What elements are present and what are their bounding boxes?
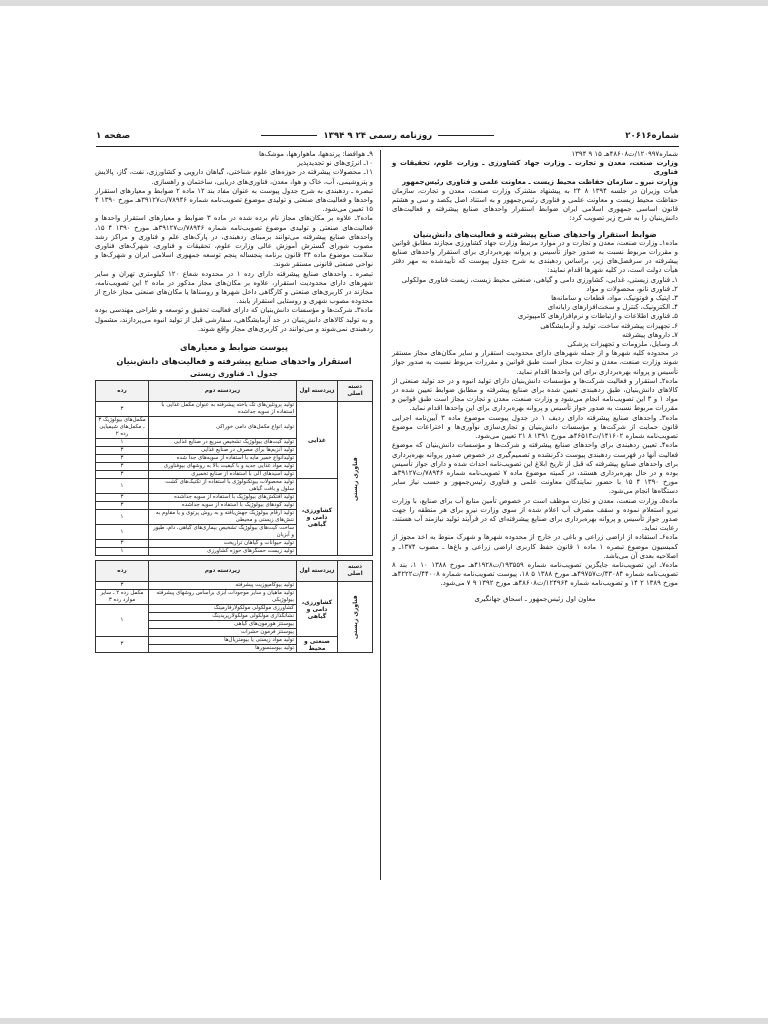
- list-item: ۱۰ـ انرژی‌های نو تجدیدپذیر: [297, 159, 373, 168]
- article-7: ماده۷ـ این تصویب‌نامه جایگزین تصویب‌نامه شماره ۱۹۳۵۵۹/ت۴۱۹۲۸هـ مورخ ۱۳۸۸ ۱۰ ۱، بند ۸ تصویب‌نامه شماره ۴۳۰۸۴/ت۴۹۷۵۷هـ مورخ ۱۳۸۸ ۵ ۱۸، پیوست تصویب‌نامه شماره ۴۴۰۰۸/ت۴۲۲۲هـ مورخ ۱۳۸۹ ۲ ۱۴ و تصویب‌نامه شماره ۱۲۴۹۶۴/ت۴۸۶۰۸هـ مورخ ۱۳۹۲ ۹ ۷ می‌شود.: [392, 560, 679, 588]
- item-cell: تولید آنزیم‌ها برای مصرف در صنایع غذایی: [149, 447, 297, 455]
- table-row: [96, 582, 373, 590]
- item-cell: کشاورزی مولکولی مولکولارفارمینگ: [149, 605, 297, 613]
- list-item: ۸ـ وسایل، ملزومات و تجهیزات پزشکی: [567, 340, 678, 349]
- item-cell: تولید پروتئین‌های تک یاخته پیشرفته به عنوان مکمل غذایی با استفاده از سویه جداشده: [149, 402, 297, 417]
- article-3: ماده۳ـ واحدهای صنایع پیشرفته دارای ردیف ۱ در جدول پیوست موضوع ماده ۳ آیین‌نامه اجرایی قانون حمایت از شرکت‌ها و مؤسسات دانش‌بنیان و تجاری‌سازی نوآوری‌ها و اختراعات موضوع تصویب‌نامه شماره ۱۴۱۶۰۲/ت۴۶۵۱۳هـ مورخ ۱۳۹۱ ۸ ۲۱ تعیین می‌شود.: [392, 413, 678, 441]
- item-cell: تولید حیوانات و گیاهان تراریخت: [149, 540, 297, 548]
- item-cell: نشانگذاری مولکولی مولکولارپریدینگ: [149, 613, 297, 621]
- table-biotech-1: [95, 380, 373, 556]
- col-header-main: دسته اصلی: [338, 561, 373, 582]
- rank-cell: ۳: [96, 540, 149, 548]
- item-cell: تولید محصولات بیوتکنولوژی با استفاده از تکنیک‌های کشت سلول و بافت گیاهی: [149, 479, 297, 494]
- col-header-sub1: زیردسته اول: [297, 381, 338, 402]
- item-cell: تولید کیت‌های بیولوژیک تشخیص سریع در صنایع غذایی: [149, 439, 297, 447]
- column-divider: [380, 150, 381, 880]
- note-2: تبصره ـ واحدهای صنایع پیشرفته دارای رده ۱ در محدوده شعاع ۱۲۰ کیلومتری تهران و سایر شهرهای دارای محدودیت استقرار، علاوه بر مکان‌های مجاز مذکور در ماده ۲ این تصویب‌نامه، مجازند در کاربری‌های صنعتی و کارگاهی داخل شهرها و روستاها یا مکان‌های صنعتی مجاز خارج از محدوده مصوب شهری و روستایی استقرار یابند.: [95, 269, 374, 306]
- signature: معاون اول رئیس‌جمهور ـ اسحاق جهانگیری: [474, 594, 596, 603]
- rank-cell: ۳: [96, 502, 149, 510]
- subcategory-agri-cell: کشاورزی، دامی و گیاهی: [297, 582, 338, 637]
- scan-edge-top: [0, 0, 768, 6]
- annex-title: پیوست ضوابط و معیارهای: [179, 342, 289, 353]
- rank-cell: ۳: [96, 447, 149, 455]
- item-cell: تولید آفتکش‌های بیولوژیک با استفاده از سویه جداشده: [149, 494, 297, 502]
- page-number: صفحه ۱: [96, 131, 131, 141]
- list-item: ۷ـ داروهای پیشرفته: [622, 330, 678, 339]
- rank-cell: ۱: [96, 510, 149, 525]
- item-cell: تولید بیوکامپوزیت پیشرفته: [149, 582, 297, 590]
- rank-cell: ۳: [96, 637, 149, 653]
- addressees-line-1: وزارت صنعت، معدن و تجارت ـ وزارت جهاد کشاورزی ـ وزارت علوم، تحقیقات و فناوری: [392, 159, 678, 177]
- rank-cell: ۱: [96, 605, 149, 637]
- addressees-line-2: وزارت نیرو ـ سازمان حفاظت محیط زیست ـ معاونت علمی و فناوری رئیس‌جمهور: [402, 177, 678, 186]
- list-item: ۵ـ فناوری اطلاعات و ارتباطات و نرم‌افزارهای کامپیوتری: [517, 312, 678, 321]
- article-5: ماده۵ـ وزارت صنعت، معدن و تجارت موظف است در خصوص تأمین منابع آب برای صنایع، با وزارت نیرو استعلام نموده و سقف مصرف آب اعلام شده از سوی وزارت نیرو برای هر منطقه را جهت صدور جواز تأسیس و پروانه بهره‌برداری برای صنایع پیشرفته‌ای که در فرآیند تولید نیازمند آب هستند، رعایت نماید.: [392, 496, 678, 533]
- scan-edge-bottom: [0, 1018, 768, 1024]
- table-header-row: [96, 381, 373, 402]
- gazette-title: روزنامه رسمی ۲۴ ۹ ۱۳۹۴: [255, 131, 500, 141]
- article-2b: ماده۲ـ علاوه بر مکان‌های مجاز نام برده شده در ماده ۳ ضوابط و معیارهای استقرار واحدها و فعالیت‌های صنعتی و تولیدی موضوع تصویب‌نامه شماره ۷۸۹۴۶/ت۳۹۱۲۷هـ مورخ ۱۳۹۰ ۴ ۱۵، واحدهای صنایع پیشرفته می‌توانند برمبنای ردهبندی، در پارک‌های علم و فناوری و مراکز رشد مصوب شورای گسترش آموزش عالی وزارت علوم، تحقیقات و فناوری، شهرک‌های فناوری سلامت موضوع ماده ۳۴ قانون برنامه پنجساله پنجم توسعه جمهوری اسلامی ایران و شهرک‌ها و نواحی صنعتی قانونی مستقر شوند.: [95, 214, 373, 269]
- col-header-main: دسته اصلی: [338, 381, 373, 402]
- rank-cell: ۳: [96, 463, 149, 471]
- col-header-sub2: زیردسته دوم: [149, 381, 297, 402]
- subcategory-agri-cell: کشاورزی، دامی و گیاهی: [297, 479, 338, 556]
- item-cell: تولید بیوسنسورها: [149, 645, 297, 653]
- item-cell: بیوسنتز هورمون‌های گیاهی: [149, 621, 297, 629]
- list-item: ۱ـ فناوری زیستی، غذایی، کشاورزی دامی و گیاهی، صنعتی محیط زیست، زیست فناوری مولکولی: [401, 275, 678, 284]
- rank-cell: ۳: [96, 402, 149, 417]
- issue-number: شماره۲۰۶۱۶: [625, 131, 679, 141]
- item-cell: تولید انواع مکمل‌های دامی خوراکی: [149, 417, 297, 439]
- col-header-rank: رده: [96, 381, 149, 402]
- table-row: [96, 402, 373, 417]
- col-header-sub1: زیردسته اول: [297, 561, 338, 582]
- subcategory-food-cell: غذایی: [297, 402, 338, 479]
- table-title: جدول ۱ـ فناوری زیستی: [190, 369, 278, 379]
- rank-cell: ۳: [96, 494, 149, 502]
- table-header-row: [96, 561, 373, 582]
- col-header-rank: رده: [96, 561, 149, 582]
- rank-cell: ۱: [96, 548, 149, 556]
- rank-cell: مکمل رده ۲ ـ سایر موارد رده ۳: [96, 590, 149, 605]
- header-rule: [96, 146, 679, 147]
- rank-cell: ۳: [96, 455, 149, 463]
- right-column: [392, 150, 678, 604]
- list-item: ۴ـ الکترونیک، کنترل و سخت‌افزارهای رایانه‌ای: [547, 303, 678, 312]
- gazette-header: [96, 128, 679, 144]
- table-row: [96, 637, 373, 645]
- list-item: ۳ـ اپتیک و فوتونیک، مواد، قطعات و سامانه‌ها: [551, 294, 678, 303]
- rank-cell: ۱: [96, 439, 149, 447]
- item-cell: تولید کودهای بیولوژیک با استفاده از سویه جداشده: [149, 502, 297, 510]
- item-cell: تولید زیست حسگرهای حوزه کشاورزی: [149, 548, 297, 556]
- list-item: ۹ـ هوافضا: پرندهها، ماهوارهها، موشک‌ها: [259, 150, 373, 158]
- table-biotech-2: [95, 560, 373, 653]
- list-item: ۲ـ فناوری نانو، محصولات و مواد: [586, 284, 678, 293]
- article-4: ماده۴ـ تعیین ردهبندی برای واحدهای صنایع پیشرفته و شرکت‌ها و مؤسسات دانش‌بنیان که موضوع فعالیت آنها در فهرست ردهبندی پیوست ذکرنشده و تصمیم‌گیری در خصوص صدور پروانه بهره‌برداری برای واحدهای صنایع پیشرفته که قبل از تاریخ ابلاغ این تصویب‌نامه احداث شده و دارای جواز تأسیس بوده و در حال بهره‌برداری هستند، در کمیته موضوع ماده ۷ تصویب‌نامه شماره ۷۸۹۴۶/ت۳۹۱۲۷هـ مورخ ۱۳۹۰ ۴ ۱۵ با حضور نمایندگان معاونت علمی و فناوری رئیس‌جمهور و حسب نیاز سایر دستگاه‌ها انجام می‌شود.: [392, 441, 679, 496]
- rank-cell: ۱: [96, 479, 149, 494]
- item-cell: ساخت کیت‌های بیولوژیک تشخیص بیماری‌های گیاهی، دام، طیور و آبزیان: [149, 525, 297, 540]
- item-cell: تولید ارقام بیولوژیک جهش‌یافته و به روش پرتوی و یا مقاوم به تنش‌های زیستی و محیطی: [149, 510, 297, 525]
- main-category-cell: فناوری زیستی: [338, 582, 373, 653]
- article-6: ماده۶ـ استفاده از اراضی زراعی و باغی در خارج از محدوده شهرها و شهرک منوط به اخذ مجوز از کمیسیون موضوع تبصره ۱ ماده ۱ قانون حفظ کاربری اراضی زراعی و باغ‌ها ـ مصوب ۱۳۷۴ـ و اصلاحیه بعدی آن می‌باشد.: [392, 533, 678, 560]
- rank-cell: ۳: [96, 471, 149, 479]
- decree-heading: ضوابط استقرار واحدهای صنایع پیشرفته و فعالیت‌های دانش‌بنیان: [413, 229, 657, 239]
- article-1-tail: در محدوده کلیه شهرها و از جمله شهرهای دارای محدودیت استقرار و سایر مکان‌های مجاز مستقر شوند وزارت صنعت، معدن و تجارت مجاز است طبق قوانین و مقررات مربوط نسبت به صدور جواز تأسیس و پروانه بهره‌برداری برای این واحدها اقدام نماید.: [392, 349, 678, 376]
- rank-cell: ۱: [96, 525, 149, 540]
- list-item: ۱۱ـ محصولات پیشرفته در حوزه‌های علوم شناختی، گیاهان دارویی و کشاورزی، نفت، گاز، پالایش و پتروشیمی، آب، خاک و هوا، معدن، فناوری‌های دریایی، ساختمان و راهسازی.: [95, 168, 373, 186]
- table-row: [96, 479, 373, 494]
- list-item: ۶ـ تجهیزات پیشرفته ساخت، تولید و آزمایشگاهی: [540, 321, 678, 330]
- article-3b: ماده۳ـ شرکت‌ها و مؤسسات دانش‌بنیان که دارای فعالیت تحقیق و توسعه و طراحی مهندسی بوده و به تولید کالاهای دانش‌بنیان در حد آزمایشگاهی، سفارشی قبل از تولید انبوه می‌پردازند، مشمول ردهبندی نمی‌شوند و می‌توانند در کاربری‌های مجاز واقع شوند.: [95, 306, 373, 333]
- item-cell: تولید ماهیان و سایر موجودات آبزی براساس روشهای پیشرفته بیولوژیکی: [149, 590, 297, 605]
- subcategory-env-cell: صنعتی و محیط: [297, 637, 338, 653]
- reference-line: شماره۱۲۰۹۹۷/ت۴۸۶۰۸هـ ۱۵ ۹ ۱۳۹۴: [571, 150, 678, 158]
- article-1: ماده۱ـ وزارت صنعت، معدن و تجارت و در موارد مرتبط وزارت جهاد کشاورزی مجازند مطابق قوانین و مقررات مربوط نسبت به صدور جواز تأسیس و پروانه بهره‌برداری برای استقرار واحدهای صنایع پیشرفته در سرفصل‌های زیر، براساس ردهبندی به شرح جدول پیوست که تأییدشده به مهر دفتر هیأت دولت است، در کلیه شهرها اقدام نمایند:: [392, 238, 678, 275]
- main-category-cell: فناوری زیستی: [338, 402, 373, 556]
- article-2: ماده۲ـ استقرار و فعالیت شرکت‌ها و مؤسسات دانش‌بنیان دارای تولید انبوه و در حد تولید صنعتی از کالاهای دانش‌بنیان، طبق ردهبندی تعیین شده برای صنایع پیشرفته و مطابق ضوابط تعیین شده در مواد ۱ و ۳ این تصویب‌نامه انجام می‌شود و وزارت صنعت، معدن و تجارت مجاز است طبق قوانین و مقررات مربوط نسبت به صدور جواز تأسیس و پروانه بهره‌برداری برای این واحدها اقدام نماید.: [392, 376, 678, 413]
- decree-intro: هیأت وزیران در جلسه ۱۳۹۴ ۸ ۲۴ به پیشنهاد مشترک وزارت صنعت، معدن و تجارت، سازمان حفاظت محیط زیست و معاونت علمی و فناوری رئیس‌جمهور و به استناد اصل یکصد و سی و هشتم قانون اساسی جمهوری اسلامی ایران ضوابط استقرار واحدهای صنایع پیشرفته و فعالیت‌های دانش‌بنیان را به شرح زیر تصویب کرد:: [392, 186, 678, 223]
- rank-cell: ۳: [96, 582, 149, 590]
- annex-subtitle: استقرار واحدهای صنایع پیشرفته و فعالیت‌های دانش‌بنیان: [116, 356, 352, 367]
- note-1: تبصره ـ ردهبندی به شرح جدول پیوست به عنوان مفاد بند ۱۲ ماده ۲ ضوابط و معیارهای استقرار واحدها و فعالیت‌های صنعتی و تولیدی موضوع تصویب‌نامه شماره ۷۸۹۴۶/ت۳۹۱۲۷هـ مورخ ۱۳۹۰ ۴ ۱۵ تعیین می‌شود.: [95, 186, 373, 214]
- rank-cell: مکمل‌های بیولوژیک ۳ ـ مکمل‌های شیمیایی رده ۲: [96, 417, 149, 439]
- col-header-sub2: زیردسته دوم: [149, 561, 297, 582]
- item-cell: بیوسنتز فرمون حشرات: [149, 629, 297, 637]
- item-cell: تولید مواد غذایی جدید و با کیفیت بالا به روشهای بیوفناوری: [149, 463, 297, 471]
- item-cell: تولید اسیدهای آلی با استفاده از صنایع تخمیری: [149, 471, 297, 479]
- item-cell: تولید مواد زیستی یا بیومتریال‌ها: [149, 637, 297, 645]
- item-cell: تولیدانواع خمیر مایه با استفاده از سویه‌های جدا شده: [149, 455, 297, 463]
- left-column: [95, 150, 373, 653]
